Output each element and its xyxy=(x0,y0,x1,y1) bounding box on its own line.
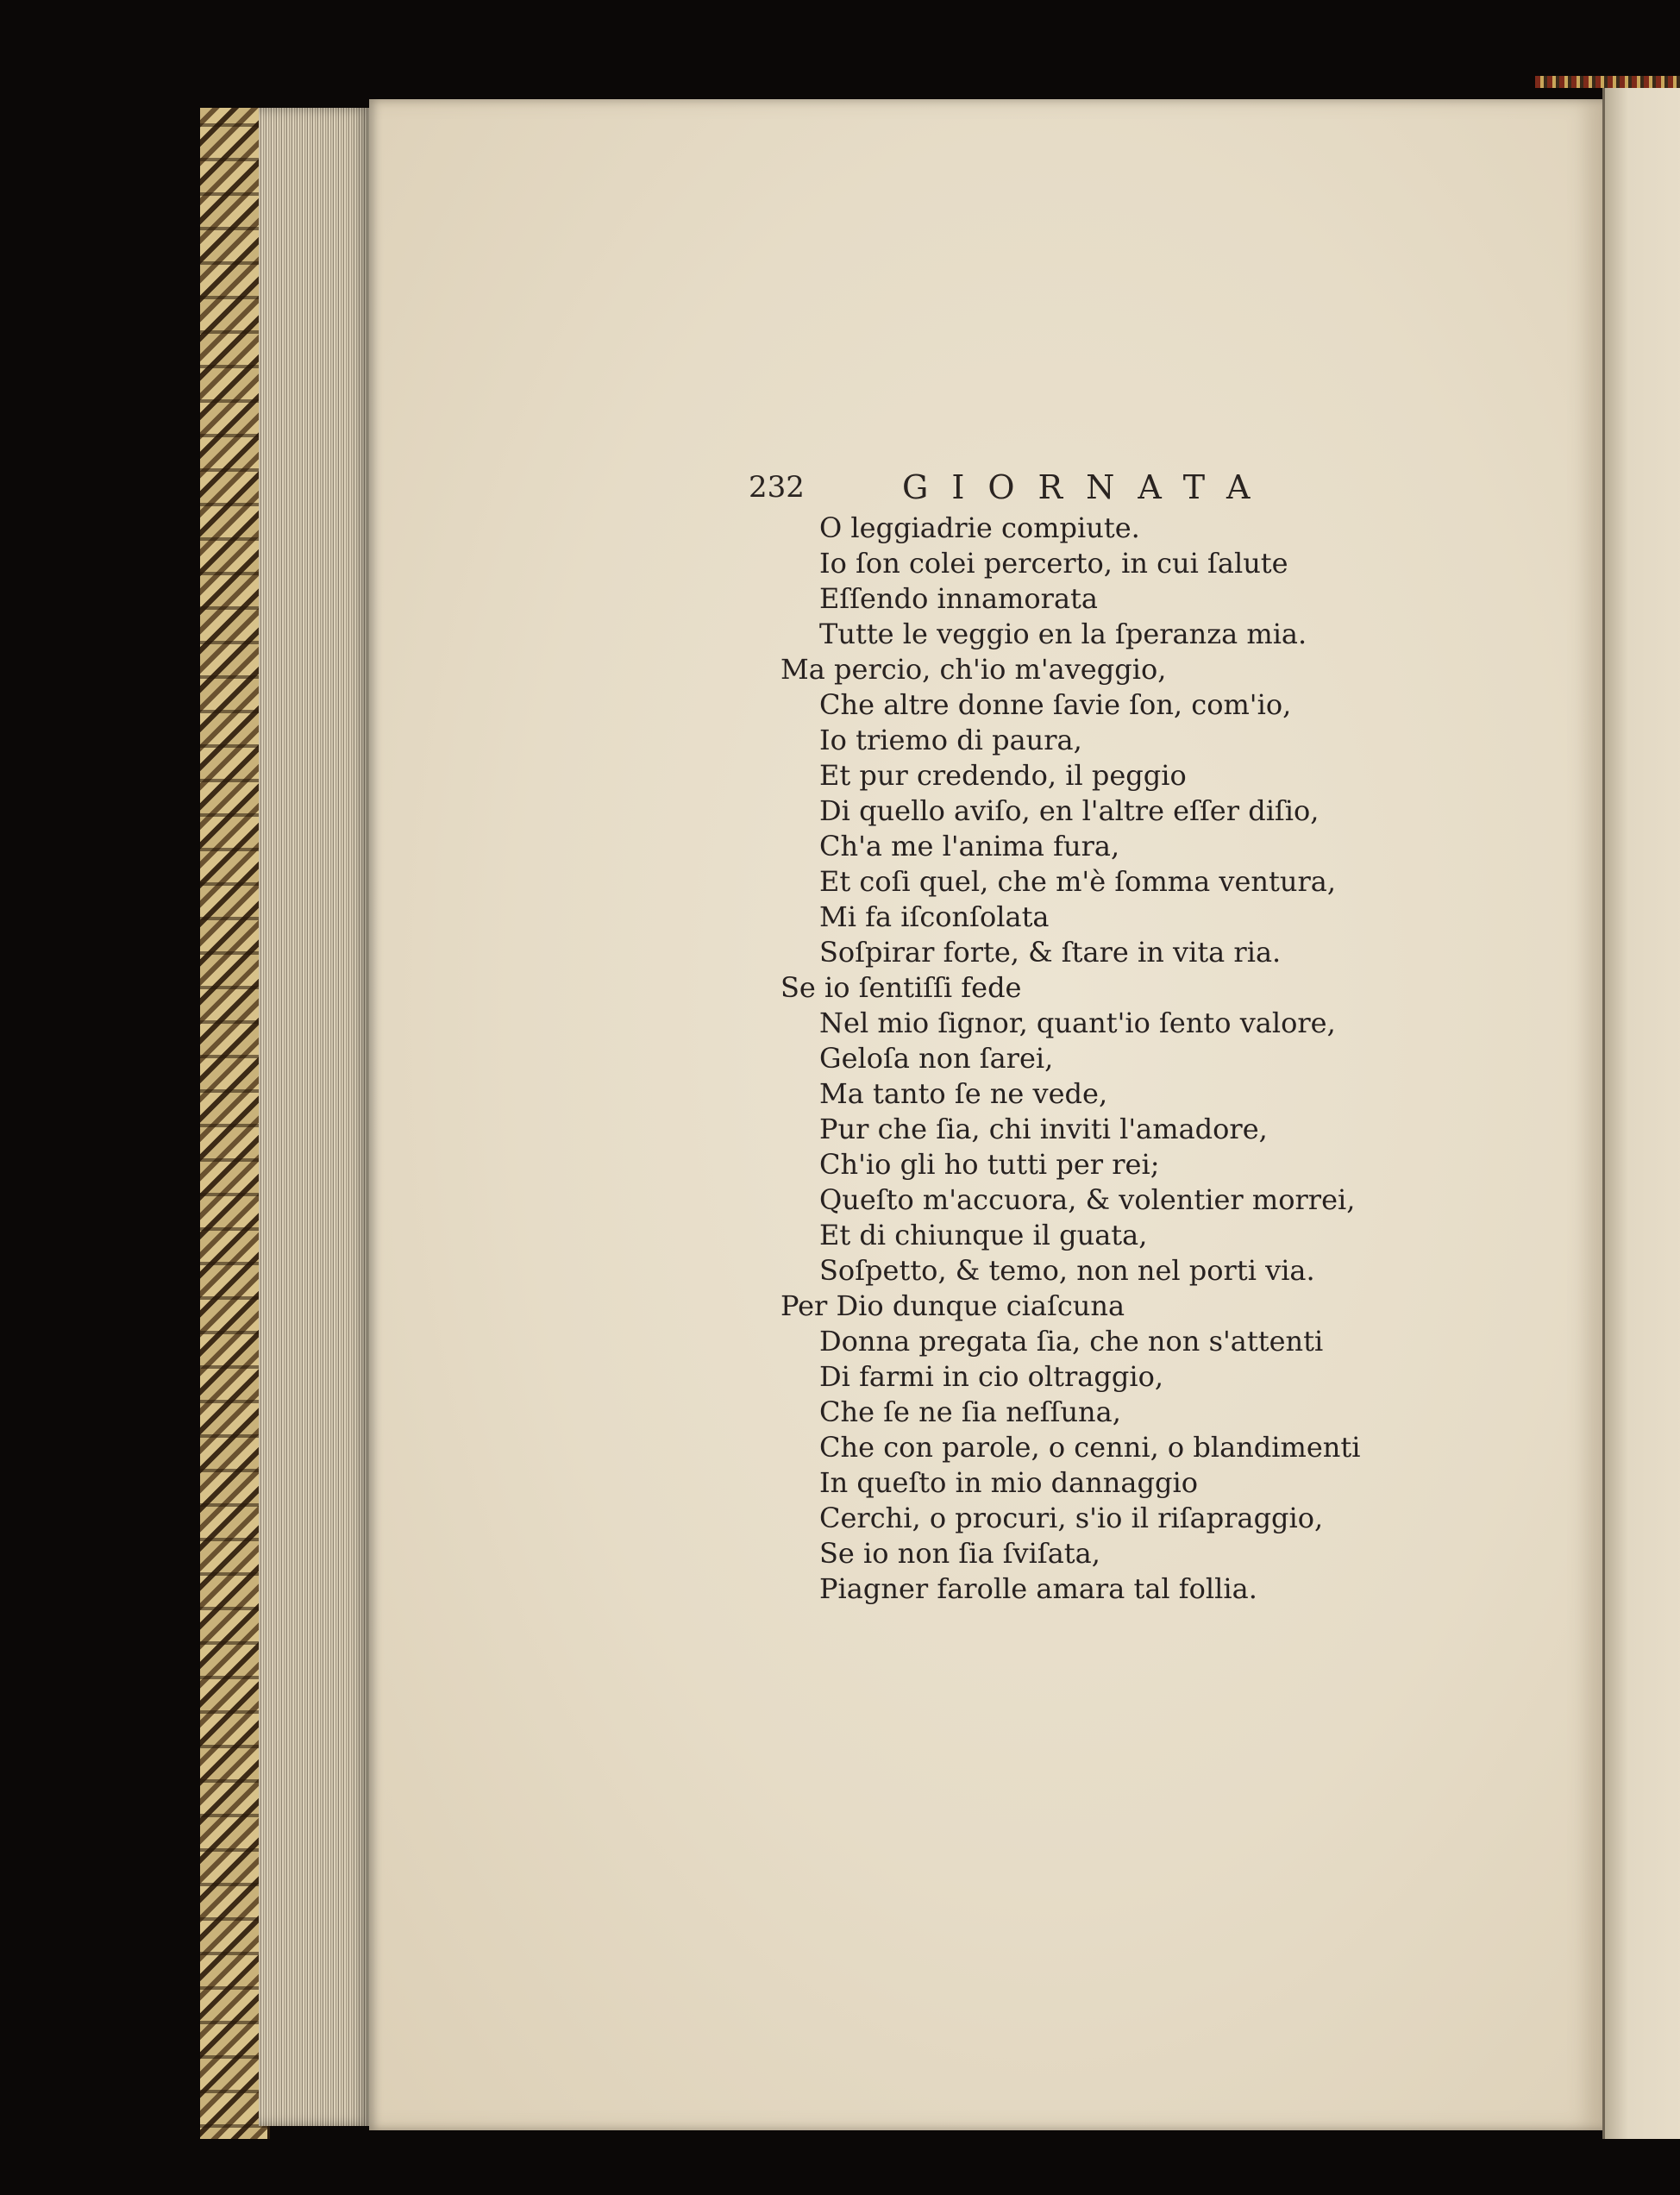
poem-line: Et pur credendo, il peggio xyxy=(819,759,1187,792)
poem-line: Nel mio ſignor, quant'io ſento valore, xyxy=(819,1007,1336,1039)
poem-line: Soſpirar forte, & ſtare in vita ria. xyxy=(819,936,1282,969)
poem-line: Et di chiunque il guata, xyxy=(819,1219,1148,1251)
poem-line: Ma percio, ch'io m'aveggio, xyxy=(780,653,1167,686)
poem-line: Ma tanto ſe ne vede, xyxy=(819,1077,1108,1110)
poem-line: Pur che ſia, chi inviti l'amadore, xyxy=(819,1113,1268,1145)
poem-line: Mi fa iſconſolata xyxy=(819,900,1050,933)
poem-line: O leggiadrie compiute. xyxy=(819,511,1140,544)
headband xyxy=(1535,76,1680,88)
poem-line: Eſſendo innamorata xyxy=(819,582,1098,615)
poem-line: Di quello aviſo, en l'altre eſſer diſio, xyxy=(819,794,1320,827)
page-number: 232 xyxy=(749,470,805,505)
poem-line: Tutte le veggio en la ſperanza mia. xyxy=(819,618,1307,650)
poem-line: Piagner farolle amara tal follia. xyxy=(819,1572,1257,1605)
poem-line: Che altre donne ſavie ſon, com'io, xyxy=(819,688,1292,721)
poem-line: Ch'io gli ho tutti per rei; xyxy=(819,1148,1160,1181)
poem-line: Geloſa non ſarei, xyxy=(819,1042,1054,1075)
poem-line: In queſto in mio dannaggio xyxy=(819,1466,1198,1499)
poem-line: Che con parole, o cenni, o blandimenti xyxy=(819,1431,1361,1464)
poem-line: Io triemo di paura, xyxy=(819,724,1082,756)
poem-line: Di farmi in cio oltraggio, xyxy=(819,1360,1164,1393)
poem-line: Queſto m'accuora, & volentier morrei, xyxy=(819,1183,1356,1216)
poem-line: Soſpetto, & temo, non nel porti via. xyxy=(819,1254,1315,1287)
poem-line: Donna pregata ſia, che non s'attenti xyxy=(819,1325,1324,1358)
poem-line: Se io non ſia ſviſata, xyxy=(819,1537,1100,1570)
page-edges xyxy=(259,108,371,2126)
poem-line: Per Dio dunque ciaſcuna xyxy=(780,1289,1125,1322)
poem-line: Cerchi, o procuri, s'io il riſapraggio, xyxy=(819,1502,1324,1534)
running-head: GIORNATA xyxy=(902,468,1274,506)
poem-line: Che ſe ne ſia neſſuna, xyxy=(819,1395,1121,1428)
poem-line: Ch'a me l'anima fura, xyxy=(819,830,1120,862)
poem-line: Se io ſentiſſi fede xyxy=(780,971,1022,1004)
poem-line: Io ſon colei percerto, in cui ſalute xyxy=(819,547,1288,580)
facing-page-edge xyxy=(1602,86,1680,2139)
poem-line: Et coſi quel, che m'è ſomma ventura, xyxy=(819,865,1337,898)
